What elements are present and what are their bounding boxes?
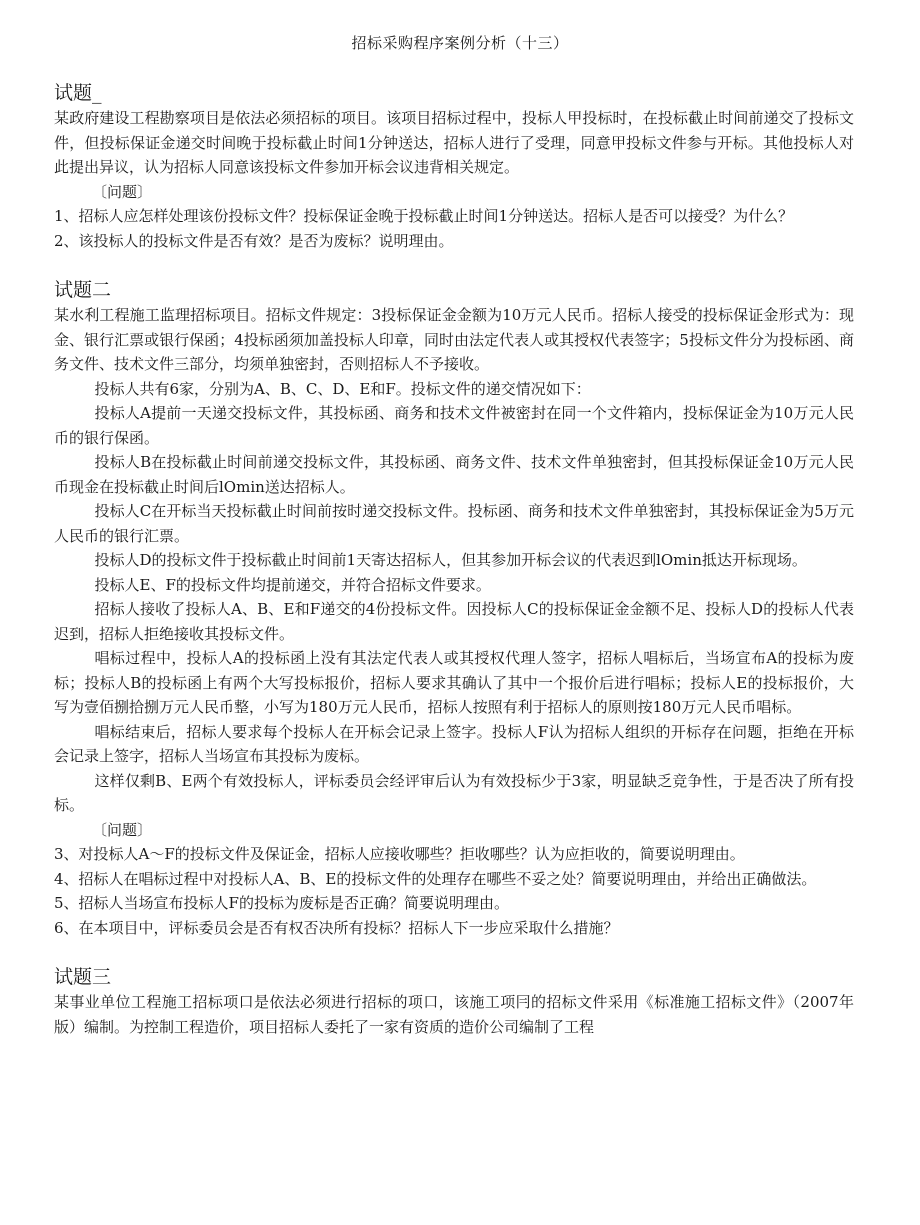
- document-title: 招标采购程序案例分析（十三）: [351, 34, 569, 52]
- document-body: [54, 80, 854, 1039]
- section-1: [54, 80, 854, 253]
- section-3-paragraph: 某事业单位工程施工招标项口是依法必须进行招标的项口，该施工项冃的招标文件采用《标准施工招标文件》（2007年版）编制。为控制工程造价，项目招标人委托了一家有资质的造价公司编制了工程: [54, 993, 854, 1036]
- section-2-paragraph: 投标人D的投标文件于投标截止时间前1天寄达招标人，但其参加开标会议的代表迟到lOmin抵达开标现场。: [94, 551, 807, 569]
- section-1-paragraph: 某政府建设工程勘察项目是依法必须招标的项目。该项目招标过程中，投标人甲投标时，在投标截止时间前递交了投标文件，但投标保证金递交时间晚于投标截止时间1分钟送达，招标人进行了受理，同意甲投标文件参与开标。其他投标人对此提出异议，认为招标人同意该投标文件参加开标会议违背相关规定。: [54, 109, 854, 176]
- section-2-intro: 某水利工程施工监理招标项目。招标文件规定：3投标保证金金额为10万元人民币。招标人接受的投标保证金形式为：现金、银行汇票或银行保函；4投标函须加盖投标人印章，同时由法定代表人或其授权代表签字；5投标文件分为投标函、商务文件、技术文件三部分，均须单独密封，否则招标人不予接收。: [54, 306, 854, 373]
- section-3: [54, 964, 854, 1039]
- section-2-paragraph: 唱标结束后，招标人要求每个投标人在开标会记录上签字。投标人F认为招标人组织的开标存在问题，拒绝在开标会记录上签字，招标人当场宣布其投标为废标。: [54, 722, 854, 765]
- section-2-paragraph: 投标人C在开标当天投标截止时间前按时递交投标文件。投标函、商务和技术文件单独密封，其投标保证金为5万元人民币的银行汇票。: [54, 502, 854, 545]
- section-2-paragraph: 投标人B在投标截止时间前递交投标文件，其投标函、商务文件、技术文件单独密封，但其投标保证金10万元人民币现金在投标截止时间后lOmin送达招标人。: [54, 453, 854, 496]
- section-2: [54, 277, 854, 940]
- section-2-question: 6、在本项目中，评标委员会是否有权否决所有投标？招标人下一步应采取什么措施？: [54, 918, 619, 937]
- section-2-paragraph: 投标人共有6家，分别为A、B、C、D、E和F。投标文件的递交情况如下：: [94, 379, 591, 398]
- section-2-paragraph: 唱标过程中，投标人A的投标函上没有其法定代表人或其授权代理人签字，招标人唱标后，当场宣布A的投标为废标；投标人B的投标函上有两个大写投标报价，招标人要求其确认了其中一个报价后进行唱标；投标人E的投标报价，大写为壹佰捌拾捌万元人民币整，小写为180万元人民币，招标人按照有利于招标人的原则按180万元人民币唱标。: [54, 649, 854, 716]
- section-3-heading: 试题三: [54, 966, 112, 988]
- section-2-question: 5、招标人当场宣布投标人F的投标为废标是否正确？简要说明理由。: [54, 894, 509, 912]
- section-1-question: 2、该投标人的投标文件是否有效？是否为废标？说明理由。: [54, 231, 454, 250]
- section-2-paragraph: 这样仅剩B、E两个有效投标人，评标委员会经评审后认为有效投标少于3家，明显缺乏竞争性，于是否决了所有投标。: [54, 771, 854, 814]
- section-2-question: 3、对投标人A～F的投标文件及保证金，招标人应接收哪些？拒收哪些？认为应拒收的，简要说明理由。: [54, 845, 745, 863]
- section-1-question: 1、招标人应怎样处理该份投标文件？投标保证金晚于投标截止时间1分钟送达。招标人是否可以接受？为什么？: [54, 207, 794, 225]
- section-1-question-label: 〔问题〕: [92, 182, 153, 201]
- section-2-heading: 试题二: [54, 279, 112, 301]
- section-2-paragraph: 投标人E、F的投标文件均提前递交，并符合招标文件要求。: [94, 575, 491, 594]
- section-2-question: 4、招标人在唱标过程中对投标人A、B、E的投标文件的处理存在哪些不妥之处？简要说明理由，并给出正确做法。: [54, 869, 817, 888]
- section-2-paragraph: 投标人A提前一天递交投标文件，其投标函、商务和技术文件被密封在同一个文件箱内，投标保证金为10万元人民币的银行保函。: [54, 404, 854, 447]
- section-1-heading: 试题_: [54, 82, 102, 104]
- section-2-paragraph: 招标人接收了投标人A、B、E和F递交的4份投标文件。因投标人C的投标保证金金额不足、投标人D的投标人代表迟到，招标人拒绝接收其投标文件。: [54, 600, 854, 643]
- section-2-question-label: 〔问题〕: [92, 820, 153, 839]
